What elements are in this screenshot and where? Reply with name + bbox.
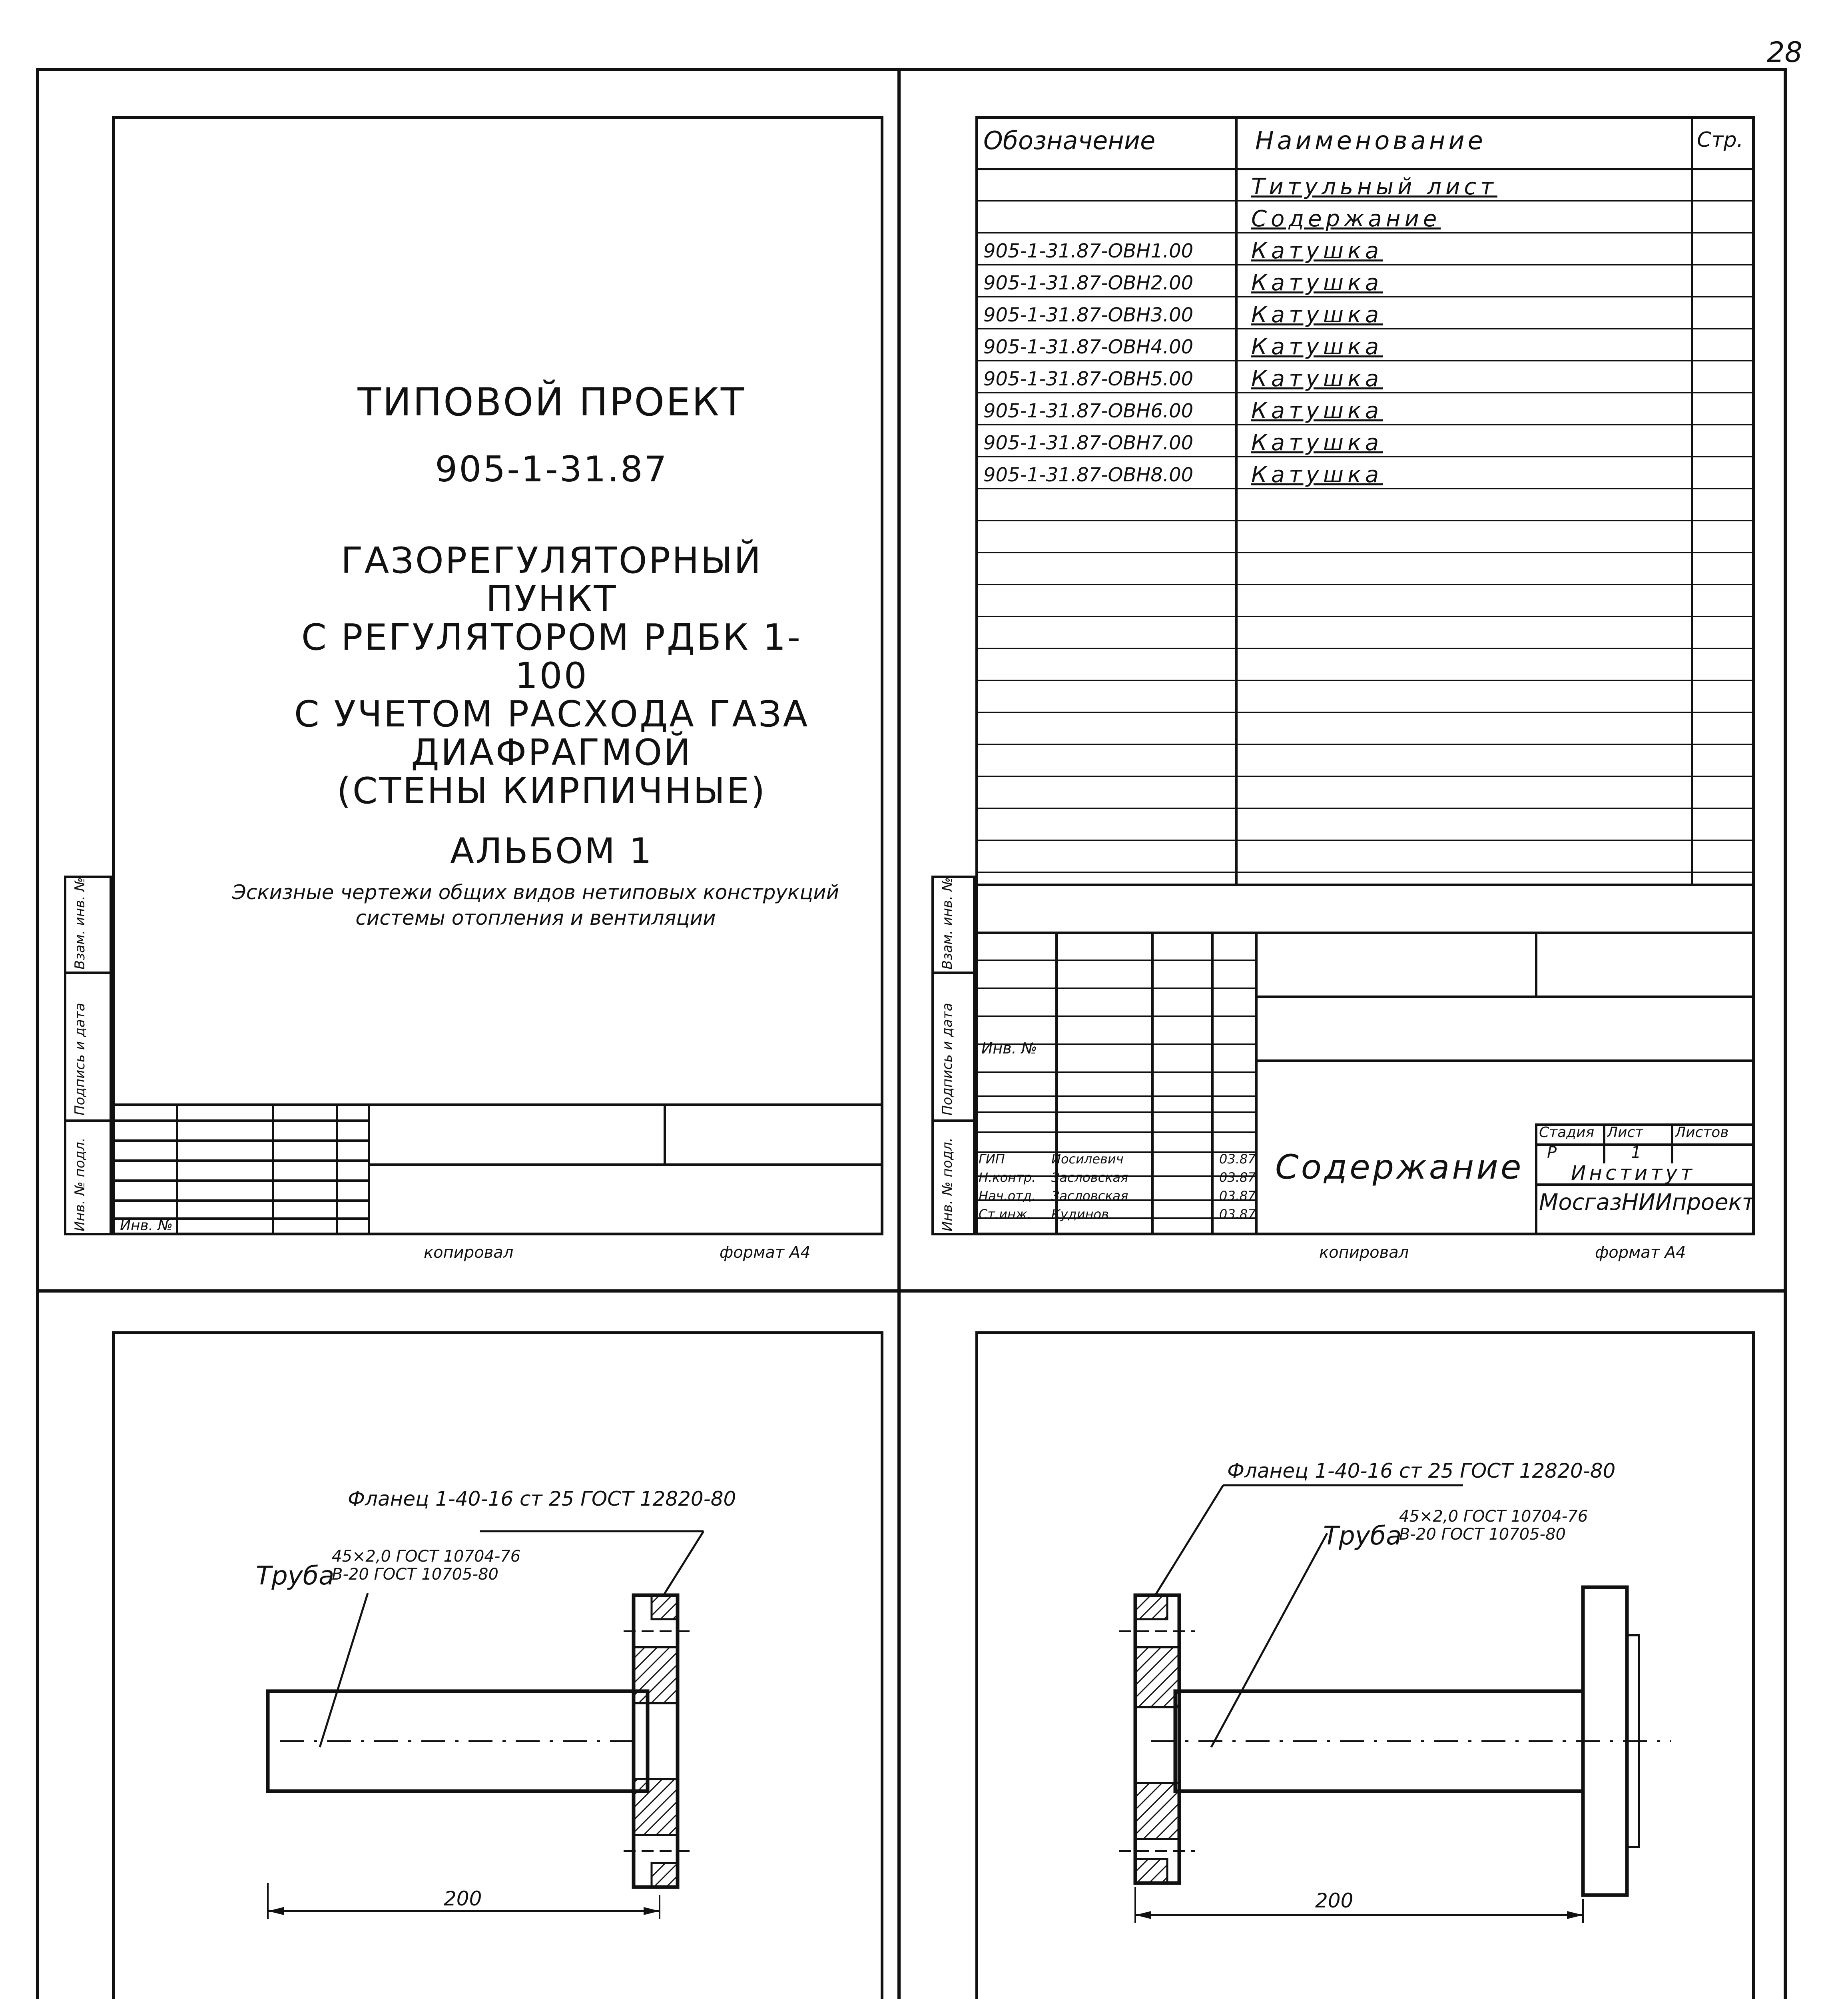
table-row-line — [975, 584, 1755, 585]
album-label: АЛЬБОМ 1 — [450, 830, 654, 872]
row-name: Катушка — [1251, 270, 1383, 296]
subtitle-line: Эскизные чертежи общих видов нетиповых конструкций — [232, 881, 839, 904]
col-header-name: Наименование — [1255, 126, 1486, 155]
table-row-line — [975, 808, 1755, 809]
sheets-label: Листов — [1675, 1124, 1729, 1141]
dimension-label: 200 — [444, 1887, 482, 1910]
row-name: Катушка — [1251, 430, 1383, 456]
flange-label: Фланец 1-40-16 ст 25 ГОСТ 12820-80 — [1227, 1459, 1616, 1482]
table-row-line — [975, 328, 1755, 329]
row-designation: 905-1-31.87-ОВН3.00 — [983, 304, 1194, 326]
pipe-spec-1: 45×2,0 ГОСТ 10704-76 — [1399, 1507, 1588, 1526]
title-line: С РЕГУЛЯТОРОМ РДБК 1-100 — [301, 616, 802, 697]
signer-role: Ст.инж. — [979, 1207, 1031, 1222]
row-designation: 905-1-31.87-ОВН4.00 — [983, 336, 1194, 358]
pipe-spec-1: 45×2,0 ГОСТ 10704-76 — [332, 1547, 521, 1566]
table-row-line — [975, 264, 1755, 265]
table-row-line — [975, 552, 1755, 553]
stamp-line — [975, 1071, 1255, 1073]
table-row-line — [975, 776, 1755, 777]
table-row-line — [975, 424, 1755, 425]
row-designation: 905-1-31.87-ОВН8.00 — [983, 464, 1194, 486]
signer-date: 03.87 — [1219, 1170, 1256, 1185]
pipe-spec-2: В-20 ГОСТ 10705-80 — [1399, 1525, 1566, 1544]
side-label: Инв. № подл. — [939, 1137, 955, 1231]
format-label: формат А4 — [1595, 1243, 1686, 1262]
signer-name: Кудинов — [1051, 1207, 1109, 1222]
copied-label: копировал — [424, 1243, 514, 1262]
table-row-line — [975, 488, 1755, 489]
copied-label: копировал — [1319, 1243, 1409, 1262]
row-designation: 905-1-31.87-ОВН1.00 — [983, 240, 1194, 262]
table-row-line — [975, 680, 1755, 681]
dimension-label: 200 — [1315, 1889, 1354, 1912]
table-row-line — [975, 392, 1755, 393]
stamp-line — [975, 960, 1255, 961]
stamp-line — [975, 1015, 1255, 1017]
col-header-designation: Обозначение — [983, 126, 1156, 155]
sheet-label: Лист — [1607, 1124, 1644, 1141]
title-block — [280, 380, 823, 872]
org-line2: МосгазНИИпроект — [1539, 1189, 1755, 1215]
signer-date: 03.87 — [1219, 1207, 1256, 1222]
title-line: С УЧЕТОМ РАСХОДА ГАЗА — [294, 693, 809, 735]
stage-label: Стадия — [1539, 1124, 1595, 1141]
subtitle-line: системы отопления и вентиляции — [355, 906, 716, 930]
table-row-line — [975, 616, 1755, 617]
flange-label: Фланец 1-40-16 ст 25 ГОСТ 12820-80 — [348, 1487, 736, 1510]
stamp-line — [975, 1111, 1255, 1113]
row-designation: 905-1-31.87-ОВН2.00 — [983, 272, 1194, 294]
side-label: Взам. инв. № — [939, 877, 955, 970]
spool-drawing-1 — [240, 1479, 839, 1959]
table-row-line — [975, 456, 1755, 457]
row-name: Катушка — [1251, 302, 1383, 328]
sheet-value: 1 — [1631, 1143, 1641, 1162]
horizontal-divider — [36, 1289, 1787, 1293]
side-label: Инв. № подл. — [72, 1137, 88, 1231]
table-row-line — [975, 360, 1755, 361]
row-name: Титульный лист — [1251, 174, 1497, 200]
row-name: Катушка — [1251, 334, 1383, 360]
inv-no: Инв. № — [981, 1039, 1037, 1057]
table-row-line — [975, 712, 1755, 713]
row-name: Катушка — [1251, 238, 1383, 264]
signer-date: 03.87 — [1219, 1188, 1256, 1203]
row-designation: 905-1-31.87-ОВН5.00 — [983, 368, 1194, 390]
vertical-divider — [897, 68, 901, 1999]
signer-name: Засловская — [1051, 1170, 1128, 1185]
row-name: Катушка — [1251, 366, 1383, 392]
org-line1: Институт — [1571, 1161, 1696, 1185]
side-label: Взам. инв. № — [72, 877, 88, 970]
signer-date: 03.87 — [1219, 1151, 1256, 1167]
signer-name: Иосилевич — [1051, 1151, 1124, 1167]
pipe-label: Труба — [256, 1561, 335, 1591]
row-name: Катушка — [1251, 398, 1383, 424]
table-row-line — [975, 520, 1755, 521]
table-row-line — [975, 648, 1755, 649]
row-name: Содержание — [1251, 206, 1441, 232]
title-line: ТИПОВОЙ ПРОЕКТ — [357, 380, 746, 425]
row-designation: 905-1-31.87-ОВН7.00 — [983, 432, 1194, 454]
inv-no: Инв. № — [120, 1217, 173, 1234]
stamp-line — [975, 988, 1255, 989]
table-row-line — [975, 840, 1755, 841]
table-row-line — [975, 232, 1755, 233]
subtitle — [196, 880, 875, 931]
pipe-label: Труба — [1323, 1521, 1402, 1551]
title-line: ДИАФРАГМОЙ — [411, 732, 692, 774]
title-line: (СТЕНЫ КИРПИЧНЫЕ) — [337, 770, 767, 812]
pipe-spec-2: В-20 ГОСТ 10705-80 — [332, 1565, 498, 1584]
side-strip — [64, 876, 112, 1235]
row-name: Катушка — [1251, 462, 1383, 488]
title-line: ГАЗОРЕГУЛЯТОРНЫЙ ПУНКТ — [341, 540, 763, 620]
table-row-line — [975, 744, 1755, 745]
stage-value: Р — [1547, 1143, 1557, 1162]
stamp-line — [975, 1131, 1255, 1133]
signer-role: ГИП — [979, 1151, 1005, 1167]
side-label: Подпись и дата — [939, 1003, 955, 1115]
page-number: 28 — [1767, 36, 1803, 69]
table-row-line — [975, 200, 1755, 201]
row-designation: 905-1-31.87-ОВН6.00 — [983, 400, 1194, 422]
table-row-line — [975, 296, 1755, 297]
table-row-line — [975, 872, 1755, 873]
stamp-line — [975, 1095, 1255, 1097]
stamp-title: Содержание — [1275, 1147, 1524, 1187]
signer-name: Засловская — [1051, 1188, 1128, 1203]
project-code: 905-1-31.87 — [435, 449, 668, 490]
signer-role: Нач.отд. — [979, 1188, 1036, 1203]
format-label: формат А4 — [720, 1243, 811, 1262]
signer-role: Н.контр. — [979, 1170, 1036, 1185]
col-header-page: Стр. — [1697, 128, 1744, 152]
side-label: Подпись и дата — [72, 1003, 88, 1115]
